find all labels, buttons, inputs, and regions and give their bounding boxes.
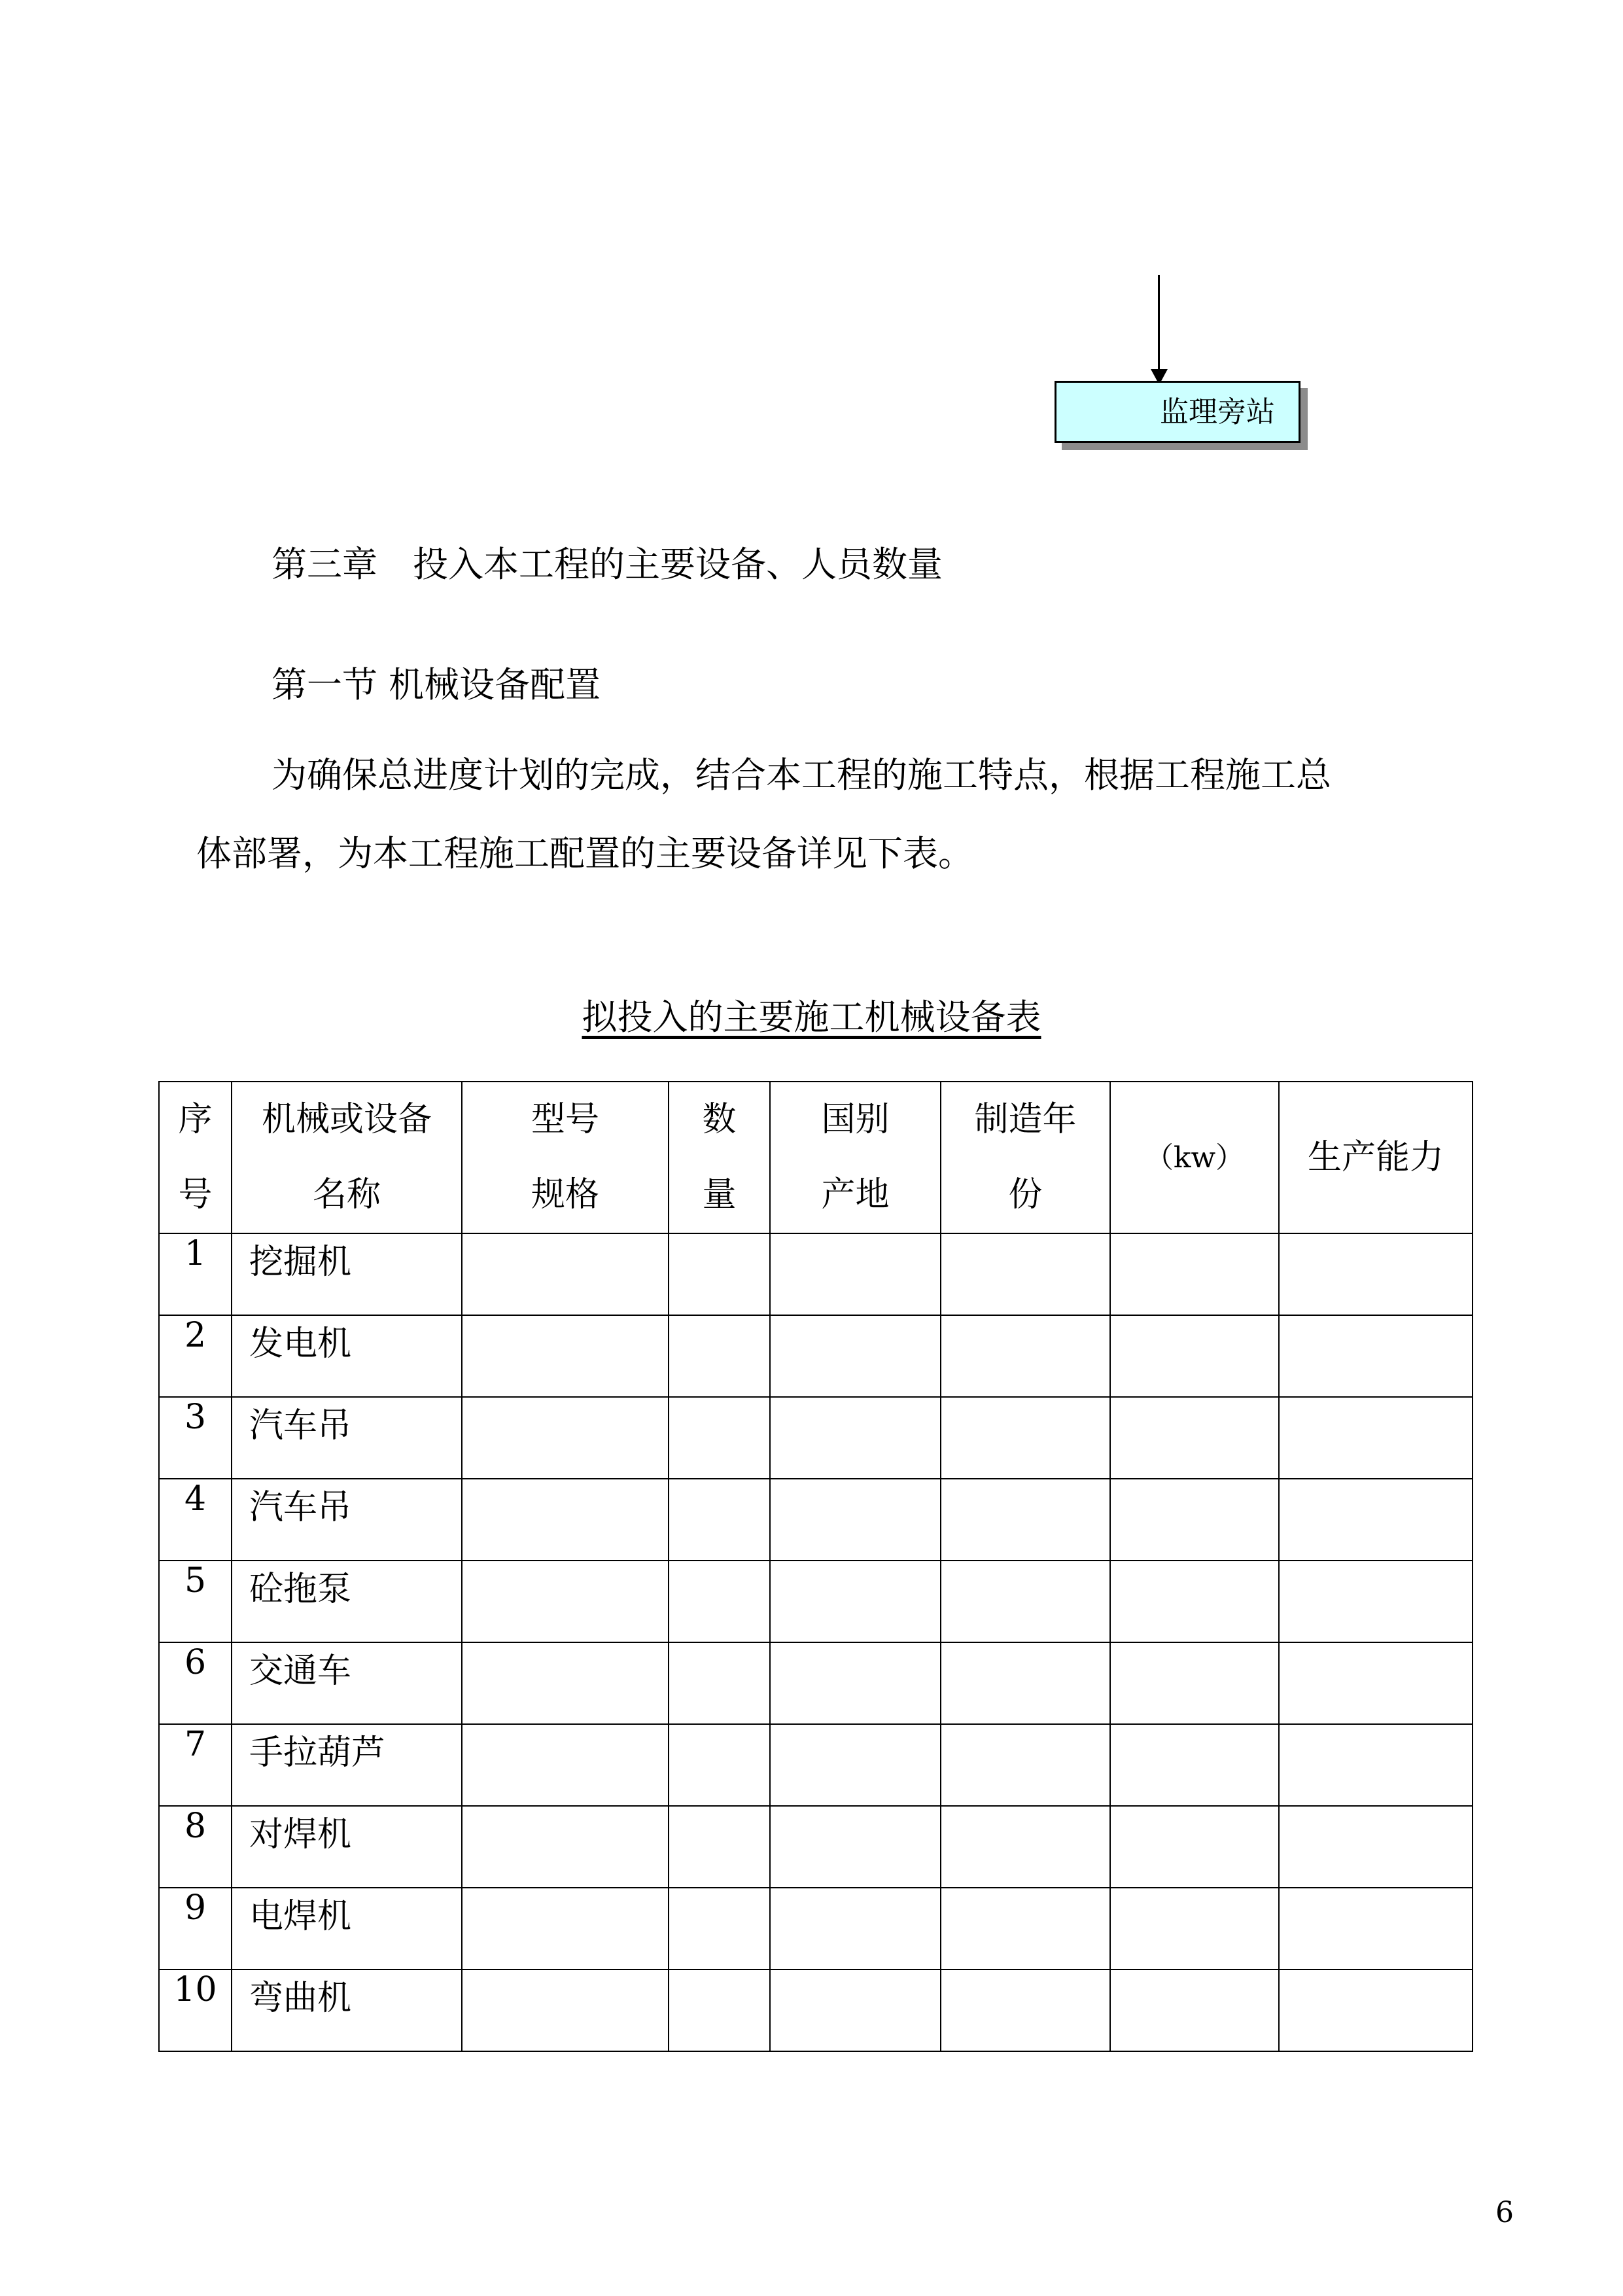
table-row (159, 1888, 1473, 1969)
table-row (159, 1642, 1473, 1724)
cell-name: 弯曲机 (232, 1969, 462, 2051)
cell-no: 5 (159, 1561, 232, 1642)
paragraph-line-2: 体部署，为本工程施工配置的主要设备详见下表。 (196, 833, 973, 874)
cell-power (1110, 1479, 1279, 1561)
cell-model (462, 1561, 669, 1642)
table-row (159, 1479, 1473, 1561)
cell-capacity (1279, 1397, 1473, 1479)
cell-qty (669, 1315, 770, 1397)
cell-model (462, 1479, 669, 1561)
table-title (0, 989, 1623, 1040)
cell-capacity (1279, 1479, 1473, 1561)
cell-model (462, 1888, 669, 1969)
cell-power (1110, 1233, 1279, 1315)
cell-capacity (1279, 1315, 1473, 1397)
cell-name: 电焊机 (232, 1888, 462, 1969)
cell-year (941, 1642, 1110, 1724)
cell-power (1110, 1315, 1279, 1397)
cell-no: 2 (159, 1315, 232, 1397)
cell-model (462, 1315, 669, 1397)
cell-year (941, 1479, 1110, 1561)
cell-name: 手拉葫芦 (232, 1724, 462, 1806)
cell-year (941, 1969, 1110, 2051)
cell-no: 1 (159, 1233, 232, 1315)
cell-origin (770, 1315, 941, 1397)
cell-origin (770, 1969, 941, 2051)
paragraph-line-1: 为确保总进度计划的完成，结合本工程的施工特点，根据工程施工总 (271, 754, 1331, 796)
cell-qty (669, 1806, 770, 1888)
cell-model (462, 1233, 669, 1315)
flow-box-supervision: 监理旁站 (1055, 381, 1300, 443)
table-row (159, 1397, 1473, 1479)
cell-qty (669, 1642, 770, 1724)
cell-qty (669, 1479, 770, 1561)
header-origin: 国别 产地 (770, 1082, 941, 1233)
cell-origin (770, 1806, 941, 1888)
cell-no: 10 (159, 1969, 232, 2051)
cell-model (462, 1397, 669, 1479)
cell-capacity (1279, 1969, 1473, 2051)
cell-qty (669, 1888, 770, 1969)
cell-no: 7 (159, 1724, 232, 1806)
header-seq: 序 号 (159, 1082, 232, 1233)
cell-year (941, 1806, 1110, 1888)
equipment-table (158, 1081, 1473, 2052)
cell-qty (669, 1561, 770, 1642)
table-row (159, 1969, 1473, 2051)
table-row (159, 1315, 1473, 1397)
cell-origin (770, 1561, 941, 1642)
cell-name: 砼拖泵 (232, 1561, 462, 1642)
cell-name: 交通车 (232, 1642, 462, 1724)
cell-name: 挖掘机 (232, 1233, 462, 1315)
table-row (159, 1724, 1473, 1806)
cell-origin (770, 1888, 941, 1969)
cell-model (462, 1969, 669, 2051)
table-header-row (159, 1082, 1473, 1233)
cell-power (1110, 1561, 1279, 1642)
cell-model (462, 1724, 669, 1806)
header-year: 制造年 份 (941, 1082, 1110, 1233)
cell-capacity (1279, 1724, 1473, 1806)
table-row (159, 1233, 1473, 1315)
cell-no: 8 (159, 1806, 232, 1888)
cell-origin (770, 1233, 941, 1315)
cell-name: 对焊机 (232, 1806, 462, 1888)
cell-qty (669, 1233, 770, 1315)
cell-year (941, 1724, 1110, 1806)
cell-origin (770, 1479, 941, 1561)
cell-capacity (1279, 1888, 1473, 1969)
cell-no: 4 (159, 1479, 232, 1561)
cell-no: 6 (159, 1642, 232, 1724)
cell-year (941, 1397, 1110, 1479)
cell-qty (669, 1724, 770, 1806)
chapter-title: 第三章 投入本工程的主要设备、人员数量 (271, 544, 943, 585)
cell-capacity (1279, 1642, 1473, 1724)
table-title-text: 拟投入的主要施工机械设备表 (582, 997, 1041, 1038)
cell-power (1110, 1642, 1279, 1724)
cell-power (1110, 1397, 1279, 1479)
cell-no: 9 (159, 1888, 232, 1969)
cell-no: 3 (159, 1397, 232, 1479)
flow-arrow-line (1158, 275, 1160, 373)
cell-name: 汽车吊 (232, 1479, 462, 1561)
cell-model (462, 1642, 669, 1724)
cell-year (941, 1561, 1110, 1642)
cell-origin (770, 1397, 941, 1479)
cell-name: 发电机 (232, 1315, 462, 1397)
cell-power (1110, 1969, 1279, 2051)
cell-capacity (1279, 1806, 1473, 1888)
cell-model (462, 1806, 669, 1888)
cell-name: 汽车吊 (232, 1397, 462, 1479)
header-qty: 数 量 (669, 1082, 770, 1233)
cell-qty (669, 1969, 770, 2051)
table-row (159, 1561, 1473, 1642)
cell-year (941, 1233, 1110, 1315)
cell-year (941, 1315, 1110, 1397)
cell-power (1110, 1724, 1279, 1806)
cell-origin (770, 1724, 941, 1806)
header-model: 型号 规格 (462, 1082, 669, 1233)
header-name: 机械或设备 名称 (232, 1082, 462, 1233)
cell-origin (770, 1642, 941, 1724)
cell-qty (669, 1397, 770, 1479)
header-capacity: 生产能力 (1279, 1082, 1473, 1233)
page-number: 6 (1495, 2196, 1514, 2229)
table-row (159, 1806, 1473, 1888)
cell-power (1110, 1806, 1279, 1888)
cell-power (1110, 1888, 1279, 1969)
cell-capacity (1279, 1561, 1473, 1642)
header-power: （kw） (1110, 1082, 1279, 1233)
section-title: 第一节 机械设备配置 (271, 664, 601, 705)
cell-capacity (1279, 1233, 1473, 1315)
cell-year (941, 1888, 1110, 1969)
